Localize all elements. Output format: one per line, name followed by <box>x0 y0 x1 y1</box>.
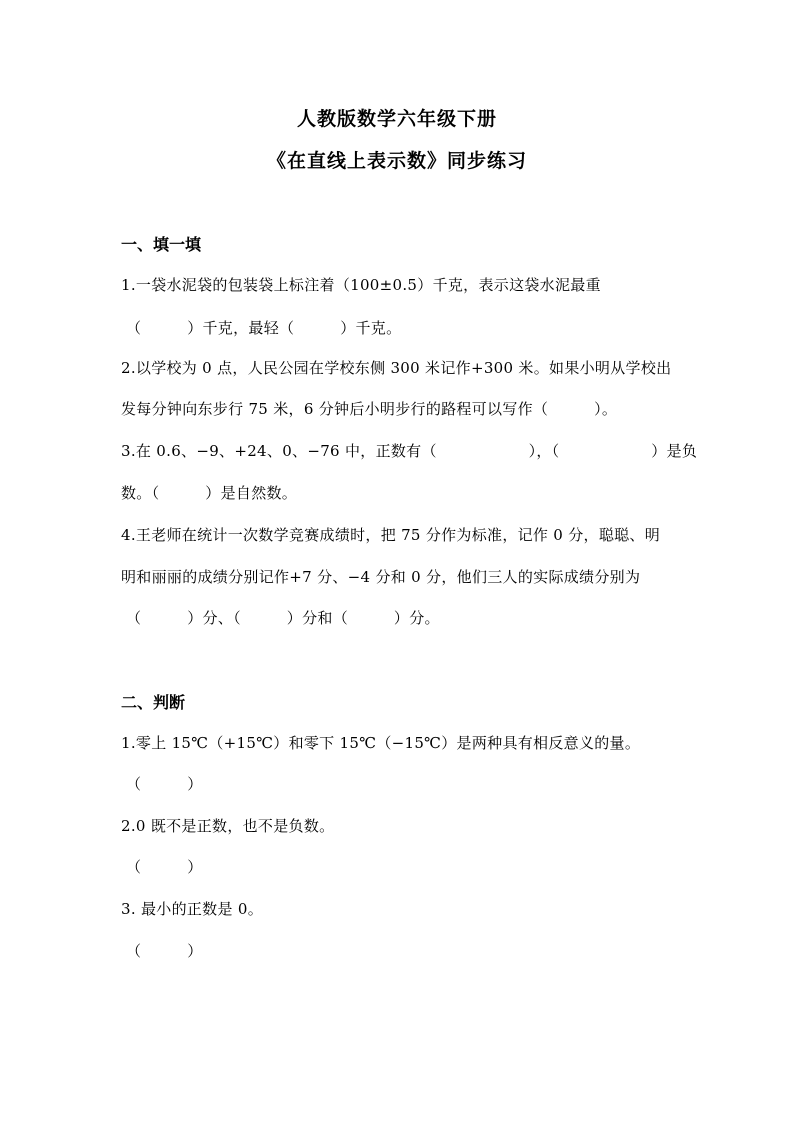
q3-line-2: 数。（ ）是自然数。 <box>121 484 298 502</box>
q4-line-3: （ ）分、（ ）分和（ ）分。 <box>126 609 440 627</box>
judge-q2-text: 2.0 既不是正数，也不是负数。 <box>121 817 335 835</box>
document-subtitle: 《在直线上表示数》同步练习 <box>266 150 527 172</box>
section-heading-judge: 二、判断 <box>121 693 186 712</box>
judge-q1-text: 1.零上 15℃（+15℃）和零下 15℃（−15℃）是两种具有相反意义的量。 <box>121 734 641 752</box>
q1-line-1: 1.一袋水泥袋的包装袋上标注着（100±0.5）千克，表示这袋水泥最重 <box>121 276 601 294</box>
q1-line-2: （ ）千克，最轻（ ）千克。 <box>126 319 402 337</box>
document-title: 人教版数学六年级下册 <box>296 108 497 130</box>
q3-line-1: 3.在 0.6、−9、+24、0、−76 中，正数有（ ），（ ）是负 <box>121 442 698 460</box>
judge-q1-answer-blank: （ ） <box>126 775 203 793</box>
q2-line-1: 2.以学校为 0 点，人民公园在学校东侧 300 米记作+300 米。如果小明从学校出 <box>121 359 672 377</box>
judge-q2-answer-blank: （ ） <box>126 858 203 876</box>
q4-line-1: 4.王老师在统计一次数学竞赛成绩时，把 75 分作为标准，记作 0 分，聪聪、明 <box>121 526 661 544</box>
q4-line-2: 明和丽丽的成绩分别记作+7 分、−4 分和 0 分，他们三人的实际成绩分别为 <box>121 568 641 586</box>
q2-line-2: 发每分钟向东步行 75 米，6 分钟后小明步行的路程可以写作（ ）。 <box>121 400 618 418</box>
section-heading-fill-in: 一、填一填 <box>121 235 202 254</box>
judge-q3-answer-blank: （ ） <box>126 942 203 960</box>
judge-q3-text: 3. 最小的正数是 0。 <box>121 900 263 918</box>
